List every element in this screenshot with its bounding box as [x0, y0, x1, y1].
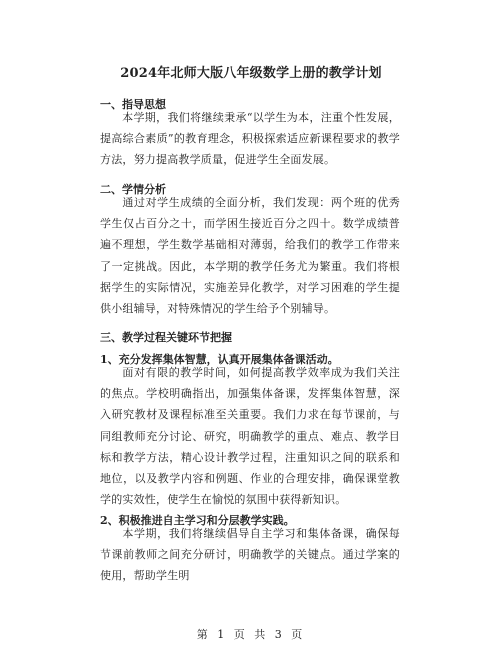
section-paragraph-student-analysis: 通过对学生成绩的全面分析，我们发现：两个班的优秀学生仅占百分之十，而学困生接近百分之四十。数学成绩普遍不理想，学生数学基础相对薄弱，给我们的教学工作带来了一定挑战。因此，本学期的教学任务尤为繁重。我们将根据学生的实际情况，实施差异化教学，对学习困难的学生提供小组辅导，对特殊情况的学生给予个别辅导。 [100, 196, 400, 316]
subsection-heading-autonomous-learning: 2、积极推进自主学习和分层教学实践。 [100, 514, 295, 527]
section-paragraph-guiding-ideology: 本学期，我们将继续秉承“以学生为本，注重个性发展，提高综合素质”的教育理念，积极探索适应新课程要求的教学方法，努力提高教学质量，促进学生全面发展。 [100, 111, 400, 167]
section-heading-teaching-process: 三、教学过程关键环节把握 [100, 331, 232, 344]
subsection-paragraph-autonomous-learning: 本学期，我们将继续倡导自主学习和集体备课，确保每节课前教师之间充分研讨，明确教学的关键点。通过学案的使用，帮助学生明 [100, 527, 400, 583]
page-number-footer: 第 1 页 共 3 页 [196, 628, 306, 641]
section-heading-guiding-ideology: 一、指导思想 [100, 98, 166, 111]
section-heading-student-analysis: 二、学情分析 [100, 183, 166, 196]
subsection-paragraph-collective-preparation: 面对有限的教学时间，如何提高教学效率成为我们关注的焦点。学校明确指出，加强集体备课，发挥集体智慧，深入研究教材及课程标准至关重要。我们力求在每节课前，与同组教师充分讨论、研究，明确教学的重点、难点、教学目标和教学方法，精心设计教学过程，注重知识之间的联系和地位，以及教学内容和例题、作业的合理安排，确保课堂教学的实效性，使学生在愉悦的氛围中获得新知识。 [100, 366, 400, 507]
subsection-heading-collective-preparation: 1、充分发挥集体智慧，认真开展集体备课活动。 [100, 353, 339, 366]
document-title: 2024年北师大版八年级数学上册的教学计划 [120, 66, 382, 81]
